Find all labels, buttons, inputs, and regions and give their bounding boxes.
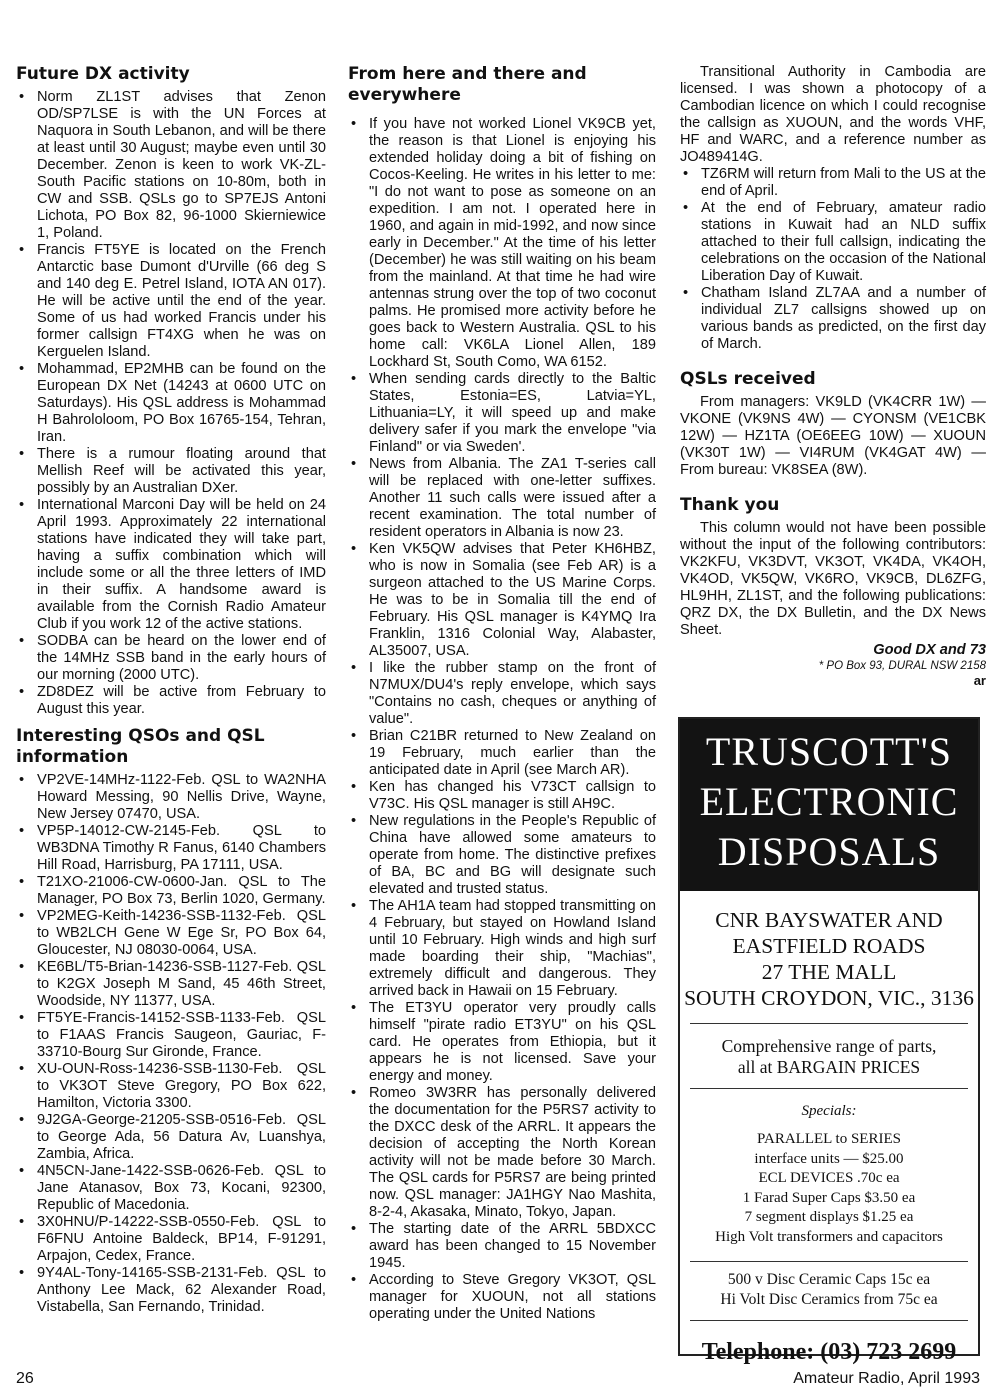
- list-item: • Ken has changed his V73CT callsign to V73C. His QSL manager is still AH9C.: [348, 779, 656, 813]
- here-there-heading: From here and there and everywhere: [348, 64, 587, 105]
- sign-off: Good DX and 73: [873, 642, 986, 658]
- list-item: • Ken VK5QW advises that Peter KH6HBZ, who is now in Somalia (see Feb AR) is a surgeon attached to the US Marine Corps. He was to be in Somalia till the end of February. His QSL manager is K4YMQ Ira Franklin, 1316 Colonial Way, Alabaster, AL35007, USA.: [348, 541, 656, 660]
- ad-address-line: CNR BAYSWATER AND: [715, 908, 943, 932]
- ad-head-line: DISPOSALS: [717, 829, 941, 874]
- ad-address: [680, 891, 978, 1023]
- author-address: * PO Box 93, DURAL NSW 2158: [818, 660, 986, 672]
- list-item: • I like the rubber stamp on the front of N7MUX/DU4's reply envelope, which says "Contains no cash, cheques or anything of value".: [348, 660, 656, 728]
- truscotts-advertisement: [678, 717, 980, 1365]
- list-item: • The AH1A team had stopped transmitting on 4 February, but stayed on Howland Island until 10 February. High winds and high surf made boarding their ship, "Machias", extremely difficult and dangerous. They arrived back in Hawaii on 15 February.: [348, 898, 656, 1000]
- ad-special-item: interface units — $25.00: [754, 1150, 904, 1167]
- ad-address-line: 27 THE MALL: [761, 960, 897, 984]
- ad-company-name: [680, 719, 978, 891]
- list-item: • At the end of February, amateur radio stations in Kuwait had an NLD suffix attached to their full callsign, indicating the celebrations on the occasion of the National Liberation Day of Kuwait.: [680, 200, 986, 285]
- right-list: [680, 166, 986, 353]
- thank-you-heading: Thank you: [680, 495, 780, 515]
- list-item: • Brian C21BR returned to New Zealand on 19 February, much earlier than the anticipated date in April (see March AR).: [348, 728, 656, 779]
- continued-paragraph: Transitional Authority in Cambodia are licensed. I was shown a photocopy of a Cambodian licence on which I could recognise the callsign as XUOUN, and the words VHF, HF and WARC, and a reference number as JO489414G.: [680, 64, 986, 165]
- list-item: • KE6BL/T5-Brian-14236-SSB-1127-Feb. QSL to K2GX Joseph M Sand, 45 46th Street, Woodside, NY 11377, USA.: [16, 959, 326, 1010]
- list-item: • VP5P-14012-CW-2145-Feb. QSL to WB3DNA Timothy R Fanus, 6140 Chambers Hill Road, Harrisburg, PA 17111, USA.: [16, 823, 326, 874]
- list-item: • News from Albania. The ZA1 T-series call will be replaced with one-letter suffixes. Another 11 such calls were issued after a recent examination. The total number of resident operators in Albania is now 23.: [348, 456, 656, 541]
- list-item: • The ET3YU operator very proudly calls himself "pirate radio ET3YU" on his QSL card. He operates from Ethiopia, but it appears he is not licensed. Save your energy and money.: [348, 1000, 656, 1085]
- list-item: • SODBA can be heard on the lower end of the 14MHz SSB band in the early hours of our morning (2000 UTC).: [16, 633, 326, 684]
- list-item: • The starting date of the ARRL 5BDXCC award has been changed to 15 November 1945.: [348, 1221, 656, 1272]
- list-item: • Francis FT5YE is located on the French Antarctic base Dumont d'Urville (66 deg S and 140 deg E. Petrel Island, IOTA AN 017). He will be active until the end of the year. Some of us had worked Francis under his former callsign FT4XG when he was on Kerguelen Island.: [16, 242, 326, 361]
- list-item: • Mohammad, EP2MHB can be found on the European DX Net (14243 at 0600 UTC on Saturdays). His QSL address is Mohammad H Bahrololoom, PO Box 16765-154, Tehran, Iran.: [16, 361, 326, 446]
- ad-head-line: ELECTRONIC: [699, 779, 959, 824]
- list-item: • VP2VE-14MHz-1122-Feb. QSL to WA2NHA Howard Messing, 90 Nellis Drive, Wayne, New Jersey 07470, USA.: [16, 772, 326, 823]
- list-item: • When sending cards directly to the Baltic States, Estonia=ES, Latvia=YL, Lithuania=LY, it will speed up and make delivery safer if you mark the envelope "via Finland" or via Sweden'.: [348, 371, 656, 456]
- future-dx-list: [16, 89, 326, 718]
- interesting-qsos-heading: Interesting QSOs and QSL information: [16, 726, 265, 767]
- list-item: • International Marconi Day will be held on 24 April 1993. Approximately 22 international stations have indicated they will take part, having a suffix combination which will include some or all the three letters of IMD in their suffix. A handsome award is available from the Cornish Radio Amateur Club if you work 12 of the active stations.: [16, 497, 326, 633]
- list-item: • New regulations in the People's Republic of China have allowed some amateurs to operate from home. The distinctive prefixes of BA, BC and BG will designate such elevated and trusted status.: [348, 813, 656, 898]
- ad-specials-title: Specials:: [801, 1103, 857, 1119]
- column-left: [16, 64, 326, 1316]
- future-dx-heading: Future DX activity: [16, 64, 190, 84]
- list-item: • VP2MEG-Keith-14236-SSB-1132-Feb. QSL to WB2LCH Gene W Ege Sr, PO Box 64, Gloucester, NJ 08030-0064, USA.: [16, 908, 326, 959]
- page-number: 26: [16, 1370, 34, 1387]
- list-item: • 4N5CN-Jane-1422-SSB-0626-Feb. QSL to Jane Atanasov, Box 73, Kocani, 92300, Republic of Macedonia.: [16, 1163, 326, 1214]
- ad-range-text: [680, 1024, 978, 1088]
- ad-range-line: Comprehensive range of parts,: [721, 1036, 937, 1056]
- publication-footer: Amateur Radio, April 1993: [793, 1370, 980, 1387]
- ad-capacitors: [680, 1262, 978, 1320]
- list-item: • ZD8DEZ will be active from February to August this year.: [16, 684, 326, 718]
- interesting-qsos-list: [16, 772, 326, 1316]
- thank-you-text: This column would not have been possible without the input of the following contributors: VK2KFU, VK3DVT, VK3OT, VK4DA, VK4OH, VK4OD, VK5QW, VK6RO, VK9CB, DL6ZFG, HL9HH, ZL1ST, and the following publications: QRZ DX, the DX Bulletin, and the DX News Sheet.: [680, 520, 986, 638]
- ad-telephone: Telephone: (03) 723 2699: [701, 1339, 957, 1365]
- ad-special-item: 1 Farad Super Caps $3.50 ea: [742, 1189, 916, 1206]
- ad-head-line: TRUSCOTT'S: [705, 729, 953, 774]
- list-item: • XU-OUN-Ross-14236-SSB-1130-Feb. QSL to VK3OT Steve Gregory, PO Box 622, Hamilton, Victoria 3300.: [16, 1061, 326, 1112]
- here-there-list: [348, 116, 656, 1323]
- ad-special-item: High Volt transformers and capacitors: [715, 1228, 943, 1245]
- ad-specials-list: [680, 1120, 978, 1261]
- list-item: • 3X0HNU/P-14222-SSB-0550-Feb. QSL to F6FNU Antoine Baldeck, BP14, F-91291, Arpajon, Cedex, France.: [16, 1214, 326, 1265]
- list-item: • 9Y4AL-Tony-14165-SSB-2131-Feb. QSL to Anthony Lee Mack, 62 Alexander Road, Vistabella, San Fernando, Trinidad.: [16, 1265, 326, 1316]
- qsls-received-text: From managers: VK9LD (VK4CRR 1W) — VKONE (VK9NS 4W) — CYONSM (VE1CBK 12W) — HZ1TA (OE6EEG 10W) — XUOUN (VK30T 1W) — VI4RUM (VK4GAT 4W) — From bureau: VK8SEA (8W).: [680, 394, 986, 478]
- list-item: • Romeo 3W3RR has personally delivered the documentation for the P5RS7 activity to the DXCC desk of the ARRL. It appears the decision of accepting the North Korean activity will not be made before 30 March. The QSL cards for P5RS7 are being printed now. QSL manager: JA1HGY Nao Mashita, 8-2-4, Akasaka, Minato, Tokyo, Japan.: [348, 1085, 656, 1221]
- list-item: • FT5YE-Francis-14152-SSB-1133-Feb. QSL to F1AAS Francis Saugeon, Gauriac, F-33710-Bourg Sur Gironde, France.: [16, 1010, 326, 1061]
- ad-caps-line: 500 v Disc Ceramic Caps 15c ea: [727, 1271, 931, 1288]
- list-item: • There is a rumour floating around that Mellish Reef will be activated this year, possibly by an Australian DXer.: [16, 446, 326, 497]
- list-item: • Norm ZL1ST advises that Zenon OD/SP7LSE is with the UN Forces at Naquora in South Lebanon, and will be there at least until 30 August; maybe even until 30 December. Zenon is keen to work VK-ZL-South Pacific stations on 10-80m, both in CW and SSB. QSLs go to SP7EJS Antoni Lichota, PO Box 82, 96-1000 Skierniewice 1, Poland.: [16, 89, 326, 242]
- qsls-received-heading: QSLs received: [680, 369, 816, 389]
- list-item: • According to Steve Gregory VK3OT, QSL manager for XUOUN, not all stations operating under the United Nations: [348, 1272, 656, 1323]
- ad-range-line: all at BARGAIN PRICES: [737, 1057, 921, 1077]
- author-initials: ar: [973, 673, 986, 688]
- list-item: • T21XO-21006-CW-0600-Jan. QSL to The Manager, PO Box 73, Berlin 1020, Germany.: [16, 874, 326, 908]
- ad-address-line: SOUTH CROYDON, VIC., 3136: [684, 986, 974, 1010]
- list-item: • If you have not worked Lionel VK9CB yet, the reason is that Lionel is enjoying his extended holiday doing a bit of fishing on Cocos-Keeling. He writes in his letter to me: "I do not want to pose as someone on an expedition. I am not. I operated here in 1960, and again in mid-1992, and now since early in December." At the time of his letter (December) he was still waiting on his beam from the mainland. At that time he had wire antennas strung over the top of two coconut palms. He promised more activity before he goes back to Western Australia. QSL to his home call: VK6LA Lionel Allen, 189 Lockhard St, South Como, WA 6152.: [348, 116, 656, 371]
- list-item: • 9J2GA-George-21205-SSB-0516-Feb. QSL to George Ada, 56 Datura Av, Luanshya, Zambia, Africa.: [16, 1112, 326, 1163]
- list-item: • TZ6RM will return from Mali to the US at the end of April.: [680, 166, 986, 200]
- list-item: • Chatham Island ZL7AA and a number of individual ZL7 callsigns showed up on various bands as predicted, on the first day of March.: [680, 285, 986, 353]
- column-right: [680, 64, 986, 688]
- ad-special-item: PARALLEL to SERIES: [757, 1131, 901, 1147]
- ad-special-item: 7 segment displays $1.25 ea: [744, 1209, 914, 1225]
- ad-special-item: ECL DEVICES .70c ea: [758, 1170, 900, 1186]
- ad-caps-line: Hi Volt Disc Ceramics from 75c ea: [720, 1291, 938, 1308]
- column-middle: [348, 64, 656, 1323]
- ad-address-line: EASTFIELD ROADS: [732, 934, 926, 958]
